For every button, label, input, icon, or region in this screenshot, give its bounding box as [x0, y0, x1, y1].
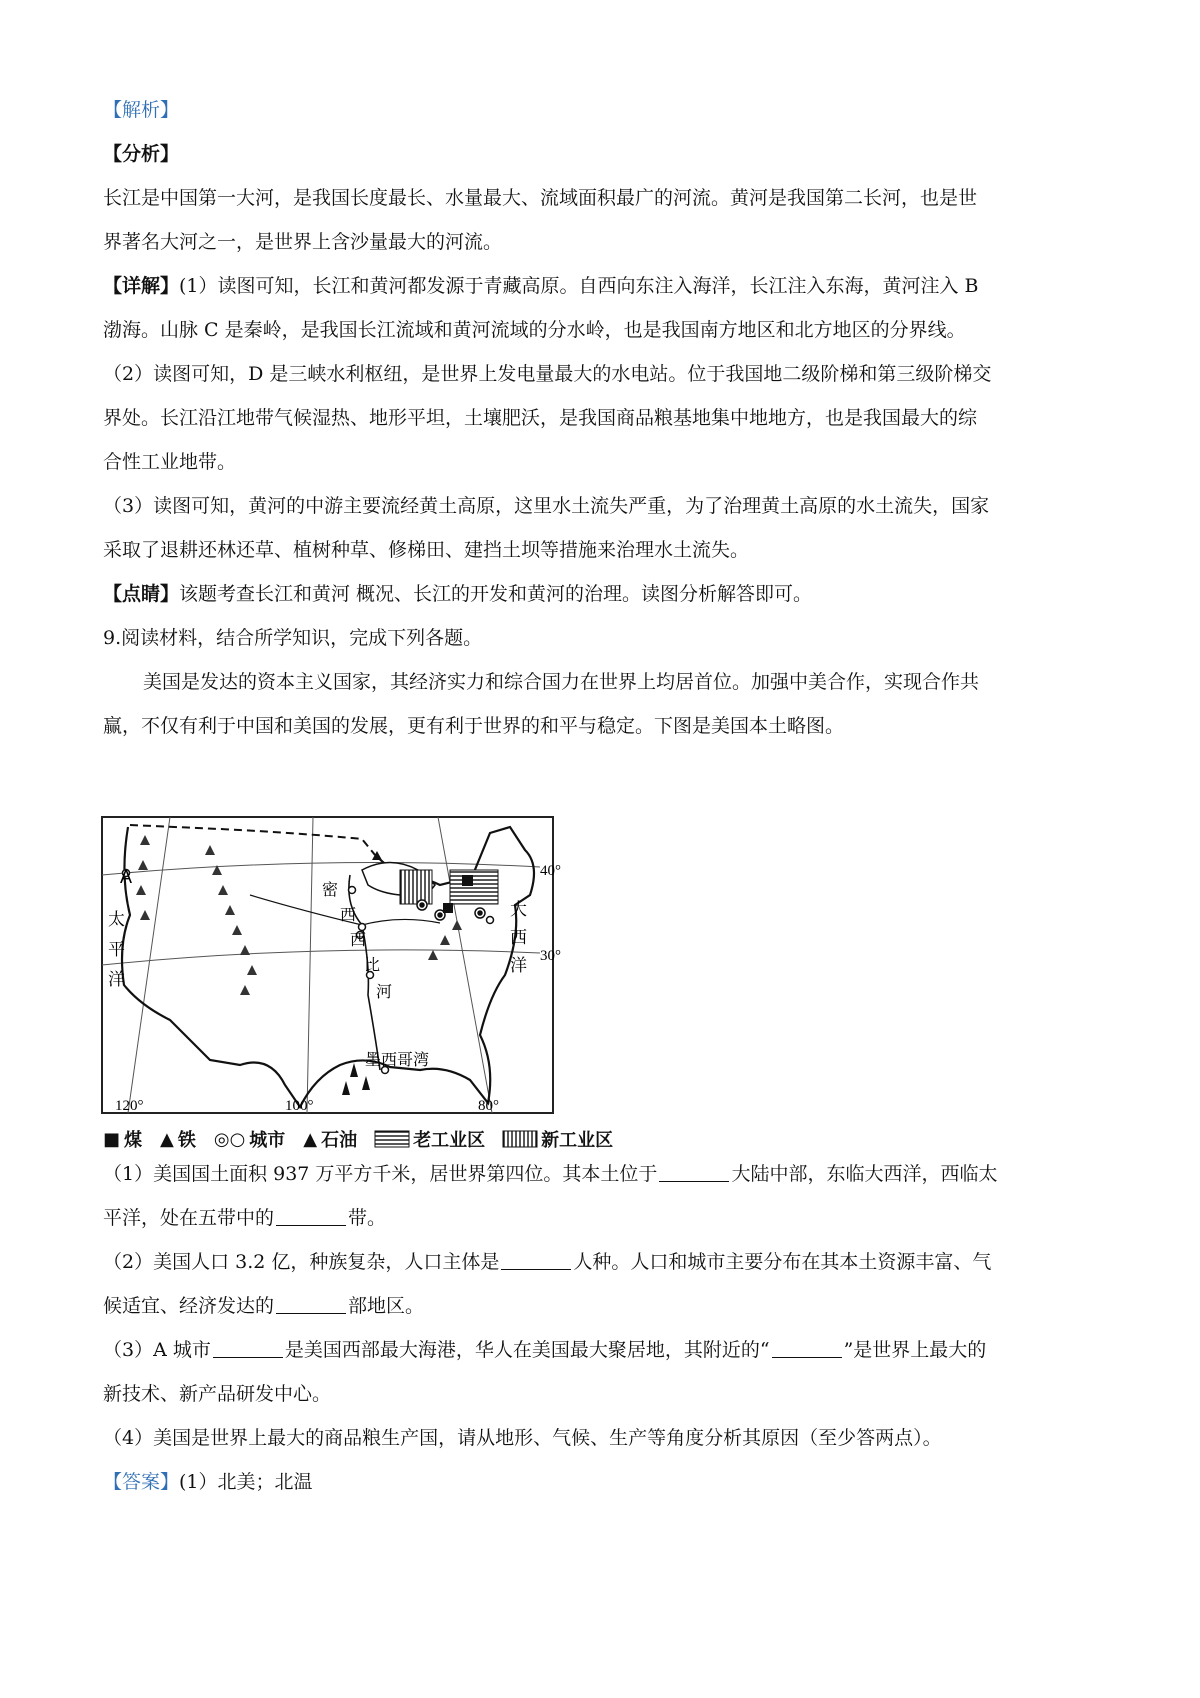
q2-d: 部地区。	[348, 1295, 425, 1317]
map-frame	[102, 817, 553, 1113]
lon-100-label: 100°	[285, 1098, 314, 1114]
dianjing-text: 该题考查长江和黄河 概况、长江的开发和黄河的治理。读图分析解答即可。	[179, 583, 813, 605]
old-industry-zone	[450, 870, 498, 904]
lon-120-label: 120°	[115, 1098, 144, 1114]
xiangjie-2c: 合性工业地带。	[103, 451, 237, 473]
legend-coal-label: 煤	[124, 1130, 143, 1151]
gulf-label: 墨西哥湾	[365, 1050, 430, 1069]
q2-line-2	[103, 1284, 1023, 1328]
fenxi-text-1: 长江是中国第一大河，是我国长度最长、水量最大、流域面积最广的河流。黄河是我国第二长河，也是世	[103, 187, 978, 209]
mississippi-5: 河	[376, 982, 393, 1001]
xiangjie-1a: (1）读图可知，长江和黄河都发源于青藏高原。自西向东注入海洋，长江注入东海，黄河注入 B	[179, 275, 979, 297]
material-2: 赢，不仅有利于中国和美国的发展，更有利于世界的和平与稳定。下图是美国本土略图。	[103, 715, 845, 737]
oil-well-icon: ▲	[303, 1128, 318, 1150]
legend-oil	[303, 1126, 357, 1152]
lat-30-label: 30°	[540, 948, 561, 964]
xiangjie-1b: 渤海。山脉 C 是秦岭，是我国长江流域和黄河流域的分水岭，也是我国南方地区和北方地区的分界线。	[103, 319, 966, 341]
q3-line-1	[103, 1328, 1023, 1372]
mississippi-2: 西	[340, 905, 357, 924]
vertical-stripe-icon	[503, 1131, 537, 1147]
xiangjie-2a: （2）读图可知，D 是三峡水利枢纽，是世界上发电量最大的水电站。位于我国地二级阶梯和第三级阶梯交	[103, 363, 992, 385]
legend-coal	[103, 1126, 142, 1152]
legend-city-label: 城市	[249, 1130, 286, 1151]
legend-old-industry-label: 老工业区	[413, 1130, 486, 1151]
atlantic-1: 大	[510, 900, 527, 920]
xiangjie-paragraph-1	[103, 264, 1023, 308]
mississippi-1: 密	[322, 880, 339, 899]
atlantic-3: 洋	[510, 956, 527, 976]
q1-line-1	[103, 1152, 1023, 1196]
legend-old-industry	[375, 1126, 485, 1152]
new-industry-zone	[400, 870, 432, 904]
city-icon: ◎○	[213, 1128, 246, 1150]
legend-iron	[160, 1126, 196, 1152]
q2-c: 候适宜、经济发达的	[103, 1295, 275, 1317]
analysis-tag: 【解析】	[103, 99, 180, 121]
answer-line	[103, 1460, 1023, 1504]
xiangjie-3a: （3）读图可知，黄河的中游主要流经黄土高原，这里水土流失严重，为了治理黄土高原的水土流失，国家	[103, 495, 990, 517]
q2-b: 人种。人口和城市主要分布在其本土资源丰富、气	[573, 1251, 992, 1273]
coal-icon: ■	[103, 1128, 121, 1150]
q3-a: （3）A 城市	[103, 1339, 211, 1361]
analysis-section	[103, 88, 1023, 748]
triangle-icon: ▲	[160, 1128, 174, 1150]
q1-line-2	[103, 1196, 1023, 1240]
q3-d: 新技术、新产品研发中心。	[103, 1383, 332, 1405]
legend-new-industry	[503, 1126, 613, 1152]
map-legend	[103, 1126, 613, 1152]
lat-40-label: 40°	[540, 863, 561, 879]
q3-c: ”是世界上最大的	[843, 1339, 987, 1361]
q1-blank-1	[659, 1161, 729, 1182]
legend-oil-label: 石油	[321, 1130, 358, 1151]
answer-text: (1）北美；北温	[179, 1471, 313, 1493]
q1-b: 大陆中部，东临大西洋，西临太	[731, 1163, 998, 1185]
q4: （4）美国是世界上最大的商品粮生产国，请从地形、气候、生产等角度分析其原因（至少答两点）。	[103, 1427, 942, 1449]
legend-city	[214, 1126, 285, 1152]
q1-blank-2	[276, 1205, 346, 1226]
pacific-2: 平	[108, 940, 125, 960]
dianjing-paragraph	[103, 572, 1023, 616]
legend-new-industry-label: 新工业区	[541, 1130, 614, 1151]
q1-a: （1）美国国土面积 937 万平方千米，居世界第四位。其本土位于	[103, 1163, 658, 1185]
usa-map	[100, 815, 561, 1115]
q9-title: 9.阅读材料，结合所学知识，完成下列各题。	[103, 627, 483, 649]
q1-d: 带。	[348, 1207, 387, 1229]
q3-blank-1	[213, 1337, 283, 1358]
horizontal-stripe-icon	[375, 1131, 409, 1147]
dianjing-tag: 【点睛】	[103, 583, 180, 605]
xiangjie-3b: 采取了退耕还林还草、植树种草、修梯田、建挡土坝等措施来治理水土流失。	[103, 539, 750, 561]
q2-line-1	[103, 1240, 1023, 1284]
q3-blank-2	[772, 1337, 842, 1358]
atlantic-2: 西	[510, 928, 527, 948]
q1-c: 平洋，处在五带中的	[103, 1207, 275, 1229]
q3-b: 是美国西部最大海港，华人在美国最大聚居地，其附近的“	[284, 1339, 770, 1361]
xiangjie-tag: 【详解】	[103, 275, 180, 297]
city-a-label: A	[120, 867, 133, 887]
answer-tag: 【答案】	[103, 1471, 180, 1493]
pacific-3: 洋	[108, 970, 125, 990]
material-1: 美国是发达的资本主义国家，其经济实力和综合国力在世界上均居首位。加强中美合作，实现合作共	[143, 671, 980, 693]
fenxi-tag: 【分析】	[103, 143, 180, 165]
pacific-1: 太	[108, 910, 125, 930]
questions-section	[103, 1152, 1023, 1504]
fenxi-text-2: 界著名大河之一，是世界上含沙量最大的河流。	[103, 231, 503, 253]
lon-80-label: 80°	[478, 1098, 499, 1114]
mississippi-4: 比	[364, 955, 381, 974]
xiangjie-2b: 界处。长江沿江地带气候湿热、地形平坦，土壤肥沃，是我国商品粮基地集中地地方，也是我国最大的综	[103, 407, 978, 429]
mississippi-3: 西	[350, 930, 367, 949]
q2-blank-1	[501, 1249, 571, 1270]
legend-iron-label: 铁	[177, 1130, 196, 1151]
q2-blank-2	[276, 1293, 346, 1314]
usa-map-svg	[100, 815, 561, 1115]
q2-a: （2）美国人口 3.2 亿，种族复杂，人口主体是	[103, 1251, 500, 1273]
